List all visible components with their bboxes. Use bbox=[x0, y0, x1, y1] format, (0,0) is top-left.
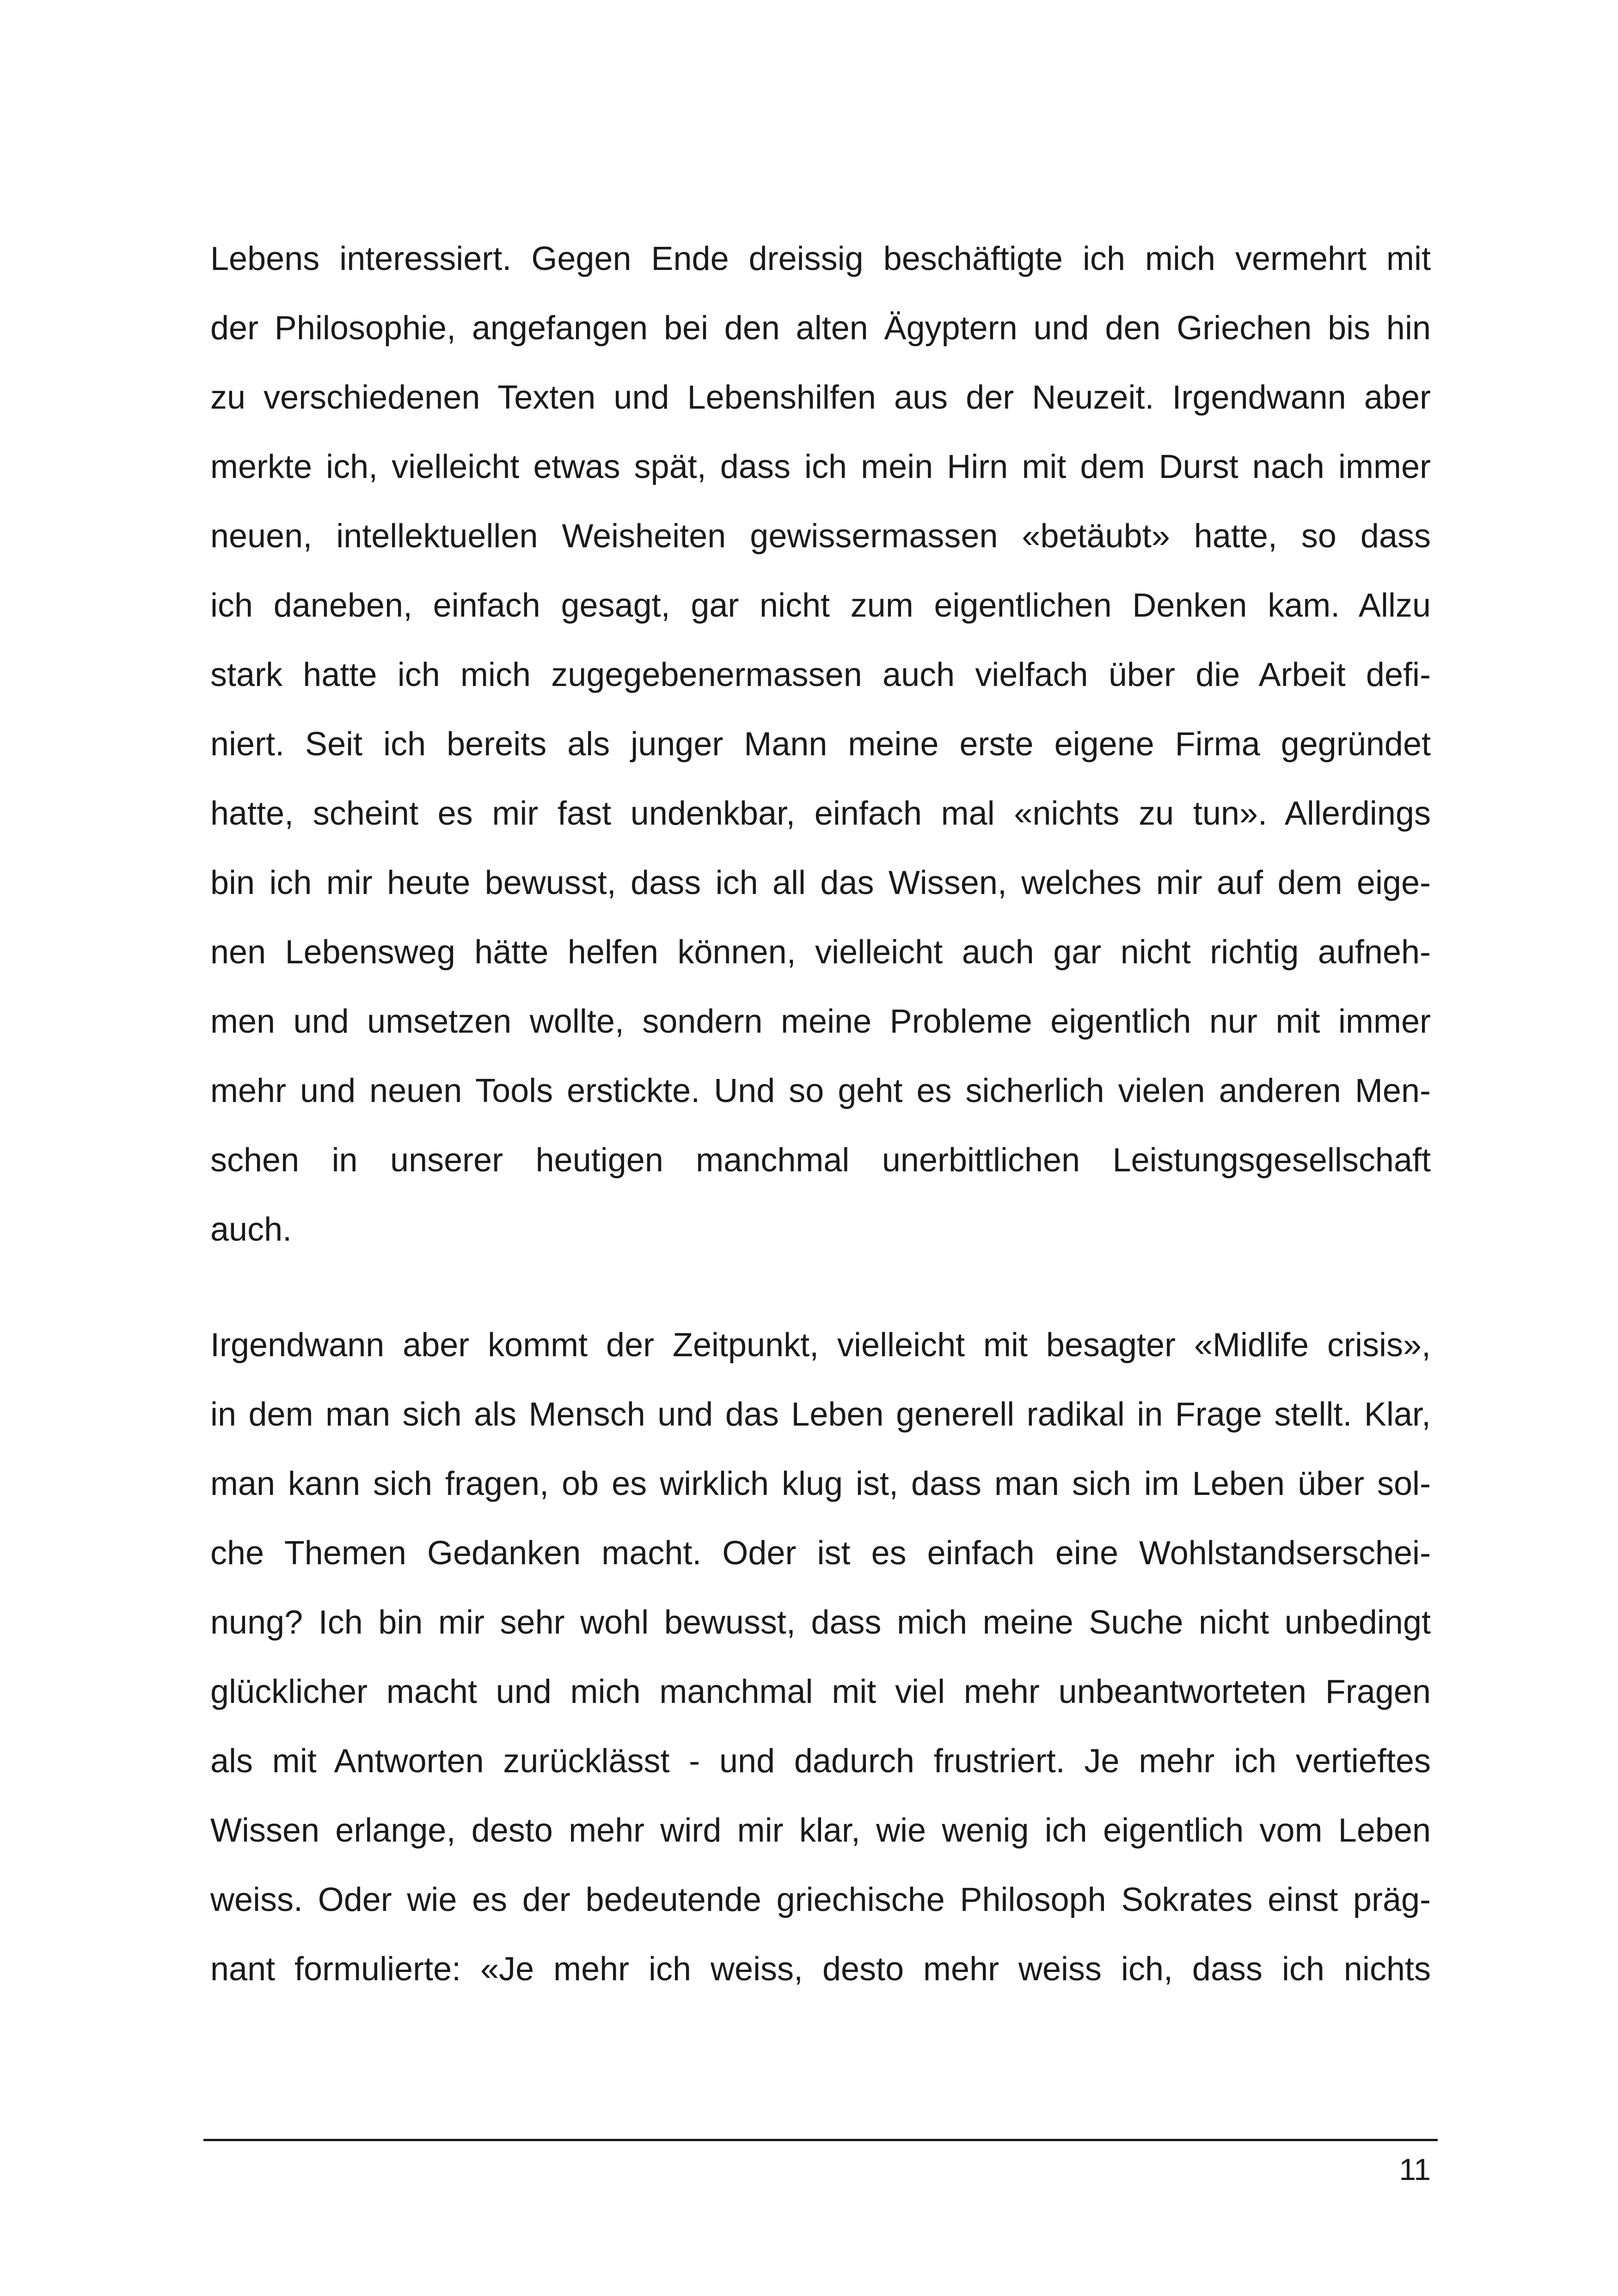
text-line: bin ich mir heute bewusst, dass ich all das Wissen, welches mir auf dem eige- bbox=[210, 864, 1431, 901]
text-line: zu verschiedenen Texten und Lebenshilfen aus der Neuzeit. Irgendwann aber bbox=[210, 379, 1431, 416]
text-line: glücklicher macht und mich manchmal mit viel mehr unbeantworteten Fragen bbox=[210, 1673, 1431, 1710]
text-line: man kann sich fragen, ob es wirklich klug ist, dass man sich im Leben über sol- bbox=[210, 1465, 1431, 1502]
text-line: merkte ich, vielleicht etwas spät, dass ich mein Hirn mit dem Durst nach immer bbox=[210, 448, 1431, 485]
text-line: der Philosophie, angefangen bei den alten Ägyptern und den Griechen bis hin bbox=[210, 310, 1431, 347]
text-line: Irgendwann aber kommt der Zeitpunkt, vielleicht mit besagter «Midlife crisis», bbox=[210, 1327, 1431, 1364]
page-number: 11 bbox=[1399, 2152, 1431, 2186]
text-line: mehr und neuen Tools erstickte. Und so geht es sicherlich vielen anderen Men- bbox=[210, 1072, 1431, 1109]
text-line: che Themen Gedanken macht. Oder ist es einfach eine Wohlstandserschei- bbox=[210, 1535, 1431, 1572]
text-line: neuen, intellektuellen Weisheiten gewissermassen «betäubt» hatte, so dass bbox=[210, 518, 1431, 555]
text-line: stark hatte ich mich zugegebenermassen auch vielfach über die Arbeit defi- bbox=[210, 656, 1431, 693]
paragraph-1 bbox=[210, 224, 1431, 1264]
text-line: weiss. Oder wie es der bedeutende griechische Philosoph Sokrates einst präg- bbox=[210, 1881, 1431, 1918]
text-line: als mit Antworten zurücklässt - und dadurch frustriert. Je mehr ich vertieftes bbox=[210, 1743, 1431, 1780]
text-line: Lebens interessiert. Gegen Ende dreissig beschäftigte ich mich vermehrt mit bbox=[210, 240, 1431, 277]
text-line: nung? Ich bin mir sehr wohl bewusst, dass mich meine Suche nicht unbedingt bbox=[210, 1604, 1431, 1641]
paragraph-2 bbox=[210, 1310, 1431, 2004]
text-line: ich daneben, einfach gesagt, gar nicht zum eigentlichen Denken kam. Allzu bbox=[210, 587, 1431, 624]
text-line: men und umsetzen wollte, sondern meine Probleme eigentlich nur mit immer bbox=[210, 1003, 1431, 1040]
footer-divider bbox=[203, 2139, 1438, 2141]
text-line: Wissen erlange, desto mehr wird mir klar, wie wenig ich eigentlich vom Leben bbox=[210, 1812, 1431, 1849]
text-line: nant formulierte: «Je mehr ich weiss, desto mehr weiss ich, dass ich nichts bbox=[210, 1951, 1431, 1988]
text-line: auch. bbox=[210, 1211, 292, 1248]
text-line: niert. Seit ich bereits als junger Mann meine erste eigene Firma gegründet bbox=[210, 726, 1431, 763]
text-line: schen in unserer heutigen manchmal unerbittlichen Leistungsgesellschaft bbox=[210, 1142, 1431, 1179]
text-line: in dem man sich als Mensch und das Leben generell radikal in Frage stellt. Klar, bbox=[210, 1396, 1431, 1433]
text-line: nen Lebensweg hätte helfen können, vielleicht auch gar nicht richtig aufneh- bbox=[210, 934, 1431, 971]
text-line: hatte, scheint es mir fast undenkbar, einfach mal «nichts zu tun». Allerdings bbox=[210, 795, 1431, 832]
